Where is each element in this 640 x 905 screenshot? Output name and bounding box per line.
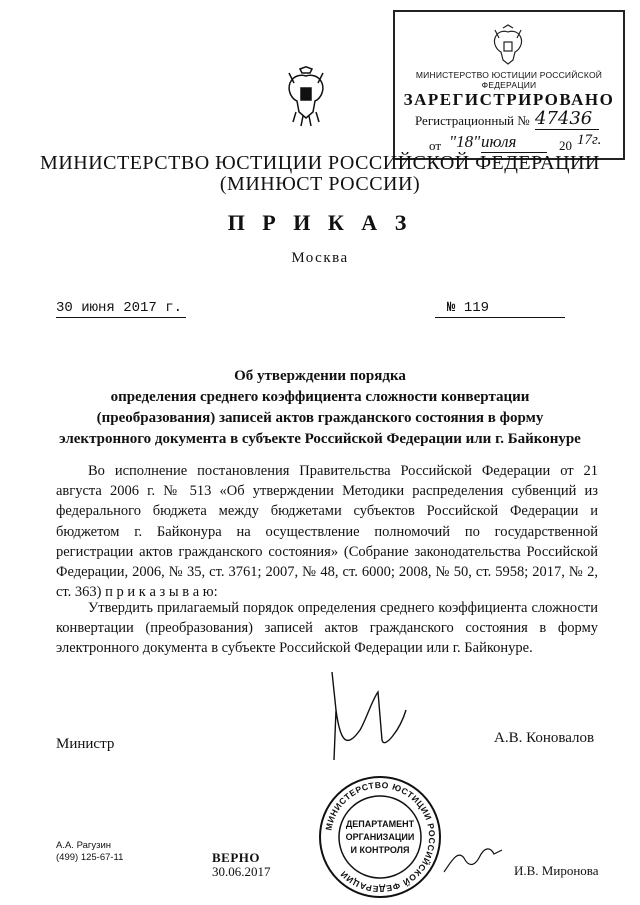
stamp-year-prefix: 20	[559, 138, 572, 153]
order-paragraph: Утвердить прилагаемый порядок определения среднего коэффициента сложности конвертации (преобразования) записей актов гражданского состояния в форму электронного документа в субъекте Российской Федерации или г. Байконуре.	[56, 600, 598, 657]
stamp-number-value: 47436	[535, 108, 599, 130]
executor-phone: (499) 125-67-11	[56, 852, 124, 863]
verified-date: 30.06.2017	[212, 864, 271, 879]
title-line: определения среднего коэффициента сложности конвертации	[110, 389, 530, 405]
title-line: электронного документа в субъекте Российской Федерации или г. Байконуре	[59, 431, 581, 447]
coat-of-arms-icon	[281, 66, 331, 128]
number-sign: №	[447, 300, 456, 316]
stamp-inner-line: ОРГАНИЗАЦИИ	[345, 832, 415, 842]
order-title	[40, 366, 600, 450]
order-number-field	[435, 300, 565, 318]
signatory-position: Министр	[56, 736, 115, 752]
stamp-number-label: Регистрационный №	[415, 113, 530, 128]
certifier-name: И.В. Миронова	[514, 863, 599, 878]
preamble-paragraph: Во исполнение постановления Правительства Российской Федерации от 21 августа 2006 г. № 513 «Об утверждении Методики распределения субвенций из федерального бюджета между бюджетами субъектов Российской Федерации и бюджетом г. Байконура на осуществление полномочий по государственной регистрации актов гражданского состояния» (Собрание законодательства Российской Федерации, 2006, № 35, ст. 3761; 2007, № 48, ст. 6000; 2008, № 50, ст. 5958; 2017, № 2, ст. 363) п р и к а з ы в а ю:	[56, 463, 598, 601]
certifier-signature	[440, 840, 510, 880]
stamp-date-month: июля	[481, 132, 547, 153]
double-headed-eagle-icon	[485, 24, 531, 68]
title-line: (преобразования) записей актов гражданского состояния в форму	[96, 410, 544, 426]
stamp-date-day: "18"	[449, 132, 481, 151]
stamp-year-suffix: 17г.	[577, 132, 602, 148]
signatory-name: А.В. Коновалов	[494, 730, 595, 746]
ministry-short-name: (МИНЮСТ РОССИИ)	[219, 173, 421, 195]
stamp-ministry-line: МИНИСТЕРСТВО ЮСТИЦИИ РОССИЙСКОЙ ФЕДЕРАЦИИ	[415, 70, 603, 90]
city: Москва	[291, 250, 349, 266]
stamp-date-prefix: от	[429, 138, 442, 153]
verified-label: ВЕРНО	[212, 850, 261, 865]
order-number: 119	[463, 300, 490, 316]
title-line: Об утверждении порядка	[234, 368, 406, 384]
department-round-stamp	[318, 775, 442, 899]
minister-signature	[300, 670, 440, 780]
registration-stamp	[393, 10, 625, 160]
stamp-outer-text: МИНИСТЕРСТВО ЮСТИЦИИ РОССИЙСКОЙ ФЕДЕРАЦИИ	[323, 779, 438, 895]
stamp-inner-line: ДЕПАРТАМЕНТ	[345, 819, 415, 829]
stamp-inner-line: И КОНТРОЛЯ	[350, 845, 410, 855]
ministry-name: МИНИСТЕРСТВО ЮСТИЦИИ РОССИЙСКОЙ ФЕДЕРАЦИИ	[40, 152, 600, 174]
document-type: П Р И К А З	[227, 210, 413, 235]
stamp-status: ЗАРЕГИСТРИРОВАНО	[403, 90, 615, 109]
executor-name: А.А. Рагузин	[56, 840, 112, 851]
order-date: 30 июня 2017 г.	[56, 300, 186, 318]
